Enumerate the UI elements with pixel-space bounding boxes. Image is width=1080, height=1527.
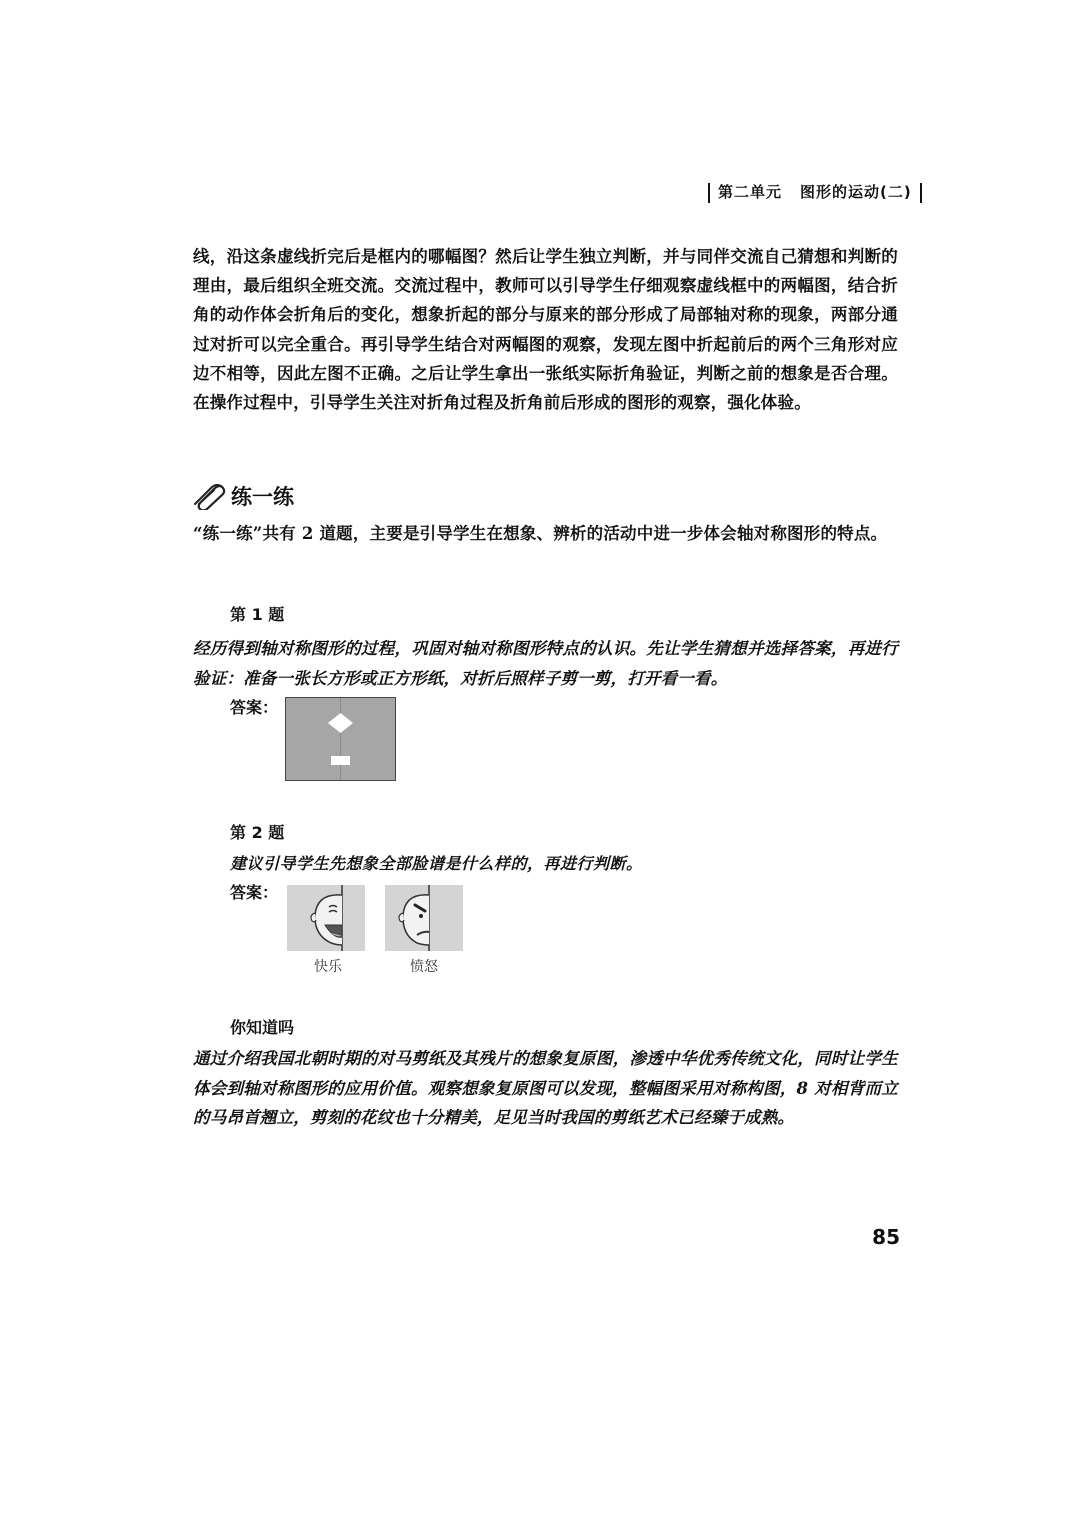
question-1-title: 第 1 题 [230,605,285,624]
paperclip-icon [193,482,227,510]
angry-face-figure [385,885,463,951]
question-1-text: 经历得到轴对称图形的过程，巩固对轴对称图形特点的认识。先让学生猜想并选择答案，再进行验证：准备一张长方形或正方形纸，对折后照样子剪一剪，打开看一看。 [193,639,898,688]
practice-title-text: 练一练 [231,485,294,509]
diamond-cutout [328,713,353,733]
cut-paper-figure [286,698,395,780]
page-number: 85 [872,1225,900,1249]
angry-face-caption: 愤怒 [410,959,438,975]
question-2-text: 建议引导学生先想象全部脸谱是什么样的，再进行判断。 [230,854,643,873]
question-1-answer-label: 答案： [230,698,279,717]
did-you-know-text: 通过介绍我国北朝时期的对马剪纸及其残片的想象复原图，渗透中华优秀传统文化，同时让学生体会到轴对称图形的应用价值。观察想象复原图可以发现，整幅图采用对称构图，8 对相背而立的马昂首翘立，剪刻的花纹也十分精美，足见当时我国的剪纸艺术已经臻于成熟。 [193,1049,898,1127]
question-2-answer-label: 答案： [230,883,279,902]
happy-face-figure [287,885,365,951]
happy-face-icon [287,885,365,951]
question-2-title: 第 2 题 [230,823,285,842]
intro-paragraph: 线，沿这条虚线折完后是框内的哪幅图？然后让学生独立判断，并与同伴交流自己猜想和判断的理由，最后组织全班交流。交流过程中，教师可以引导学生仔细观察虚线框中的两幅图，结合折角的动作体会折角后的变化，想象折起的部分与原来的部分形成了局部轴对称的现象，两部分通过对折可以完全重合。再引导学生结合对两幅图的观察，发现左图中折起前后的两个三角形对应边不相等，因此左图不正确。之后让学生拿出一张纸实际折角验证，判断之前的想象是否合理。在操作过程中，引导学生关注对折角过程及折角前后形成的图形的观察，强化体验。 [193,247,898,413]
header-unit: 第二单元 [718,183,783,201]
practice-intro: “练一练”共有 2 道题，主要是引导学生在想象、辨析的活动中进一步体会轴对称图形的特点。 [193,524,888,543]
did-you-know-title: 你知道吗 [230,1018,295,1037]
practice-section-title [193,478,294,514]
header-divider-left [708,183,710,203]
header-divider-right [920,183,922,203]
angry-face-icon [385,885,463,951]
rectangle-cutout [331,756,350,765]
header-topic: 图形的运动(二) [800,183,912,201]
happy-face-caption: 快乐 [314,959,342,975]
question-1-answer-figure [285,697,396,781]
running-header [700,178,940,206]
